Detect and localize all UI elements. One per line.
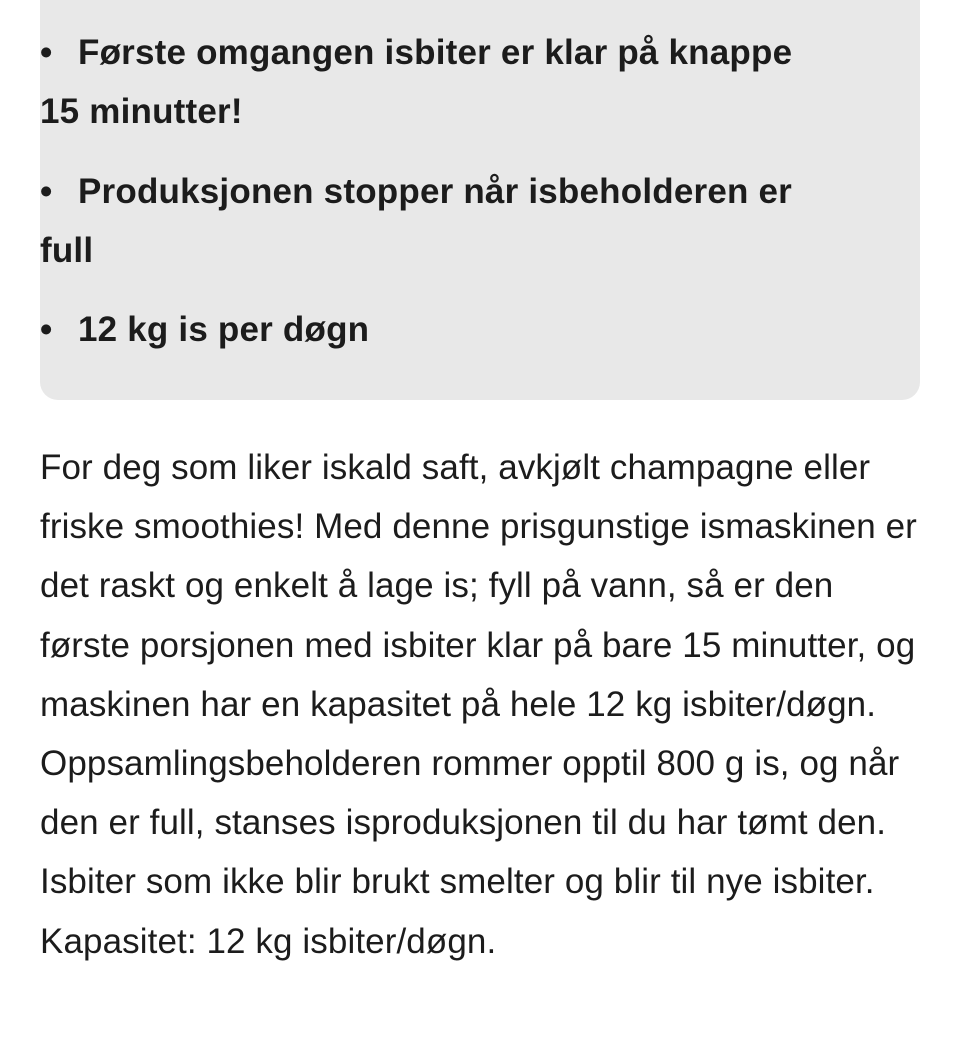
highlight-item <box>40 162 840 280</box>
highlight-text: Første omgangen isbiter er klar på knappe 15 minutter! <box>40 33 793 131</box>
highlight-text: 12 kg is per døgn <box>78 310 370 349</box>
highlight-item <box>40 300 840 359</box>
bullet-icon: • <box>40 172 53 211</box>
product-description: For deg som liker iskald saft, avkjølt champagne eller friske smoothies! Med denne prisgunstige ismaskinen er det raskt og enkelt å lage is; fyll på vann, så er den første porsjonen med isbiter klar på bare 15 minutter, og maskinen har en kapasitet på hele 12 kg isbiter/døgn. Oppsamlingsbeholderen rommer opptil 800 g is, og når den er full, stanses isproduksjonen til du har tømt den. Isbiter som ikke blir brukt smelter og blir til nye isbiter. Kapasitet: 12 kg isbiter/døgn. <box>40 448 917 961</box>
highlight-item <box>40 23 840 141</box>
highlight-text: Produksjonen stopper når isbeholderen er full <box>40 172 792 270</box>
bullet-icon: • <box>40 33 53 72</box>
bullet-icon: • <box>40 310 53 349</box>
